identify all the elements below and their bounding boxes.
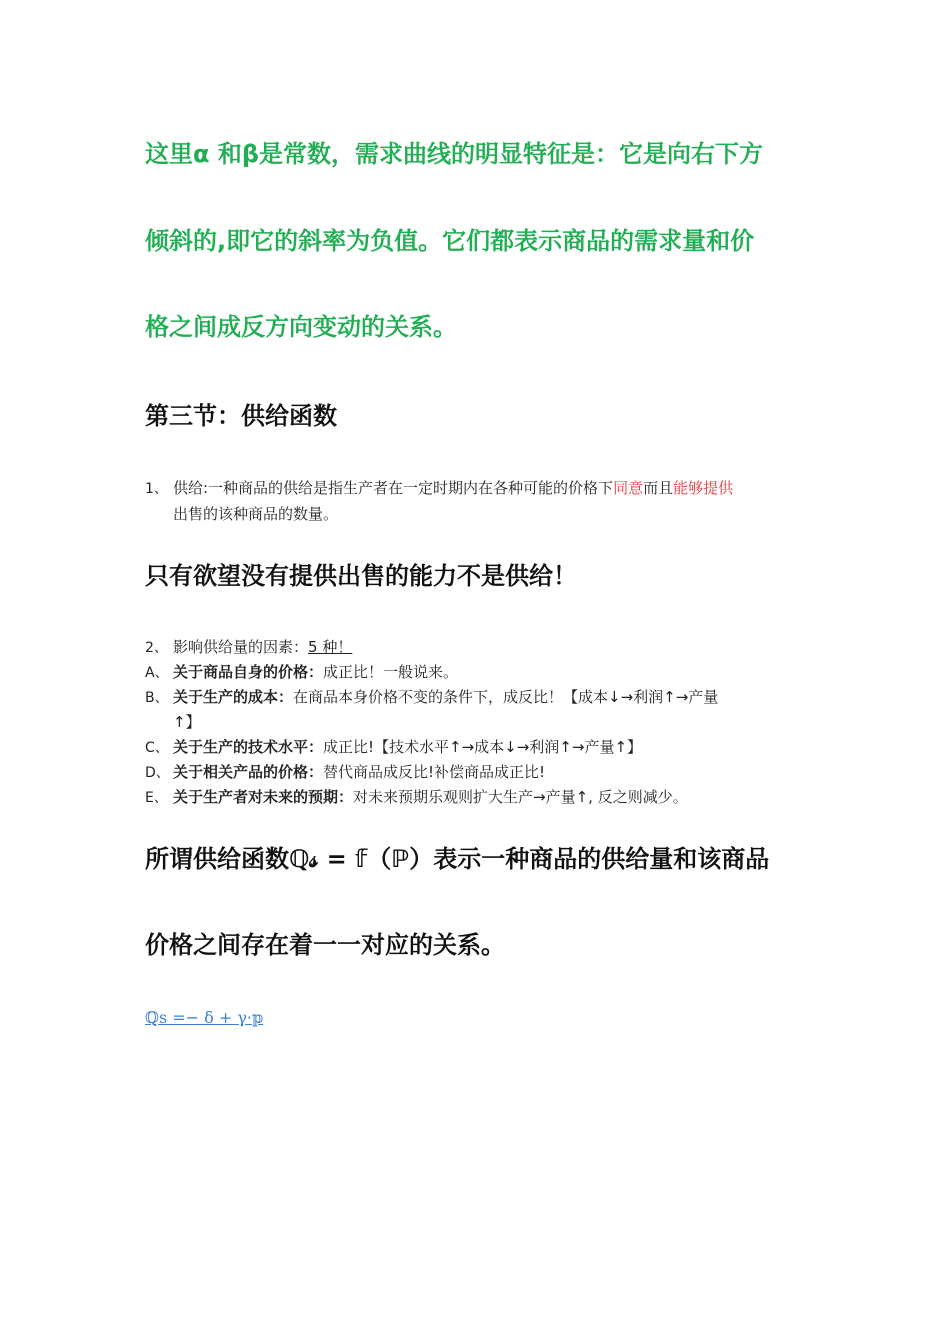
factor-d-label: 关于相关产品的价格： <box>173 763 324 781</box>
factor-b <box>173 686 718 707</box>
factor-e <box>173 786 688 807</box>
factor-c-text: 成正比!【技术水平↑→成本↓→利润↑→产量↑】 <box>323 738 643 756</box>
factor-c-marker: C、 <box>145 740 169 756</box>
factor-c-label: 关于生产的技术水平： <box>173 738 324 756</box>
factor-b-continuation: ↑】 <box>173 713 201 731</box>
item-1-number: 1、 <box>145 481 168 497</box>
item-1-line-2: 出售的该种商品的数量。 <box>173 505 339 523</box>
factor-a-marker: A、 <box>145 665 169 681</box>
factor-d <box>173 761 545 782</box>
factor-e-label: 关于生产者对未来的预期： <box>173 788 354 806</box>
factor-d-text: 替代商品成反比!补偿商品成正比! <box>323 763 546 781</box>
item-2-number: 2、 <box>145 640 168 656</box>
item-1-text-a: 供给:一种商品的供给是指生产者在一定时期内在各种可能的价格下 <box>173 479 614 497</box>
emphasis-heading: 只有欲望没有提供出售的能力不是供给！ <box>145 562 577 590</box>
item-1-line-1 <box>173 477 733 498</box>
factor-a <box>173 661 458 682</box>
factor-b-text: 在商品本身价格不变的条件下，成反比！【成本↓→利润↑→产量 <box>293 688 719 706</box>
factor-c <box>173 736 642 757</box>
item-2-text: 影响供给量的因素： <box>173 638 309 656</box>
supply-function-line-1: 所谓供给函数ℚ𝓈 = 𝕗（ℙ）表示一种商品的供给量和该商品 <box>145 845 770 873</box>
factor-d-marker: D、 <box>145 765 170 781</box>
item-1-red-able: 能够提供 <box>673 479 734 497</box>
item-1-text-b: 而且 <box>643 479 674 497</box>
factor-e-marker: E、 <box>145 790 168 806</box>
section-title: 第三节：供给函数 <box>145 402 337 430</box>
factor-a-text: 成正比！一般说来。 <box>323 663 459 681</box>
factor-a-label: 关于商品自身的价格： <box>173 663 324 681</box>
item-2-line <box>173 636 352 657</box>
supply-function-line-2: 价格之间存在着一一对应的关系。 <box>145 931 505 959</box>
item-1-red-agree: 同意 <box>613 479 644 497</box>
green-paragraph-line-2: 倾斜的,即它的斜率为负值。它们都表示商品的需求量和价 <box>145 227 755 255</box>
factor-b-marker: B、 <box>145 690 169 706</box>
supply-formula: ℚs =− δ + γ·𝕡 <box>145 1008 264 1027</box>
green-paragraph-line-3: 格之间成反方向变动的关系。 <box>145 313 457 341</box>
green-paragraph-line-1: 这里α 和β是常数，需求曲线的明显特征是：它是向右下方 <box>145 140 764 168</box>
factor-b-label: 关于生产的成本： <box>173 688 294 706</box>
factor-e-text: 对未来预期乐观则扩大生产→产量↑, 反之则减少。 <box>353 788 688 806</box>
item-2-count: 5 种！ <box>308 638 353 656</box>
